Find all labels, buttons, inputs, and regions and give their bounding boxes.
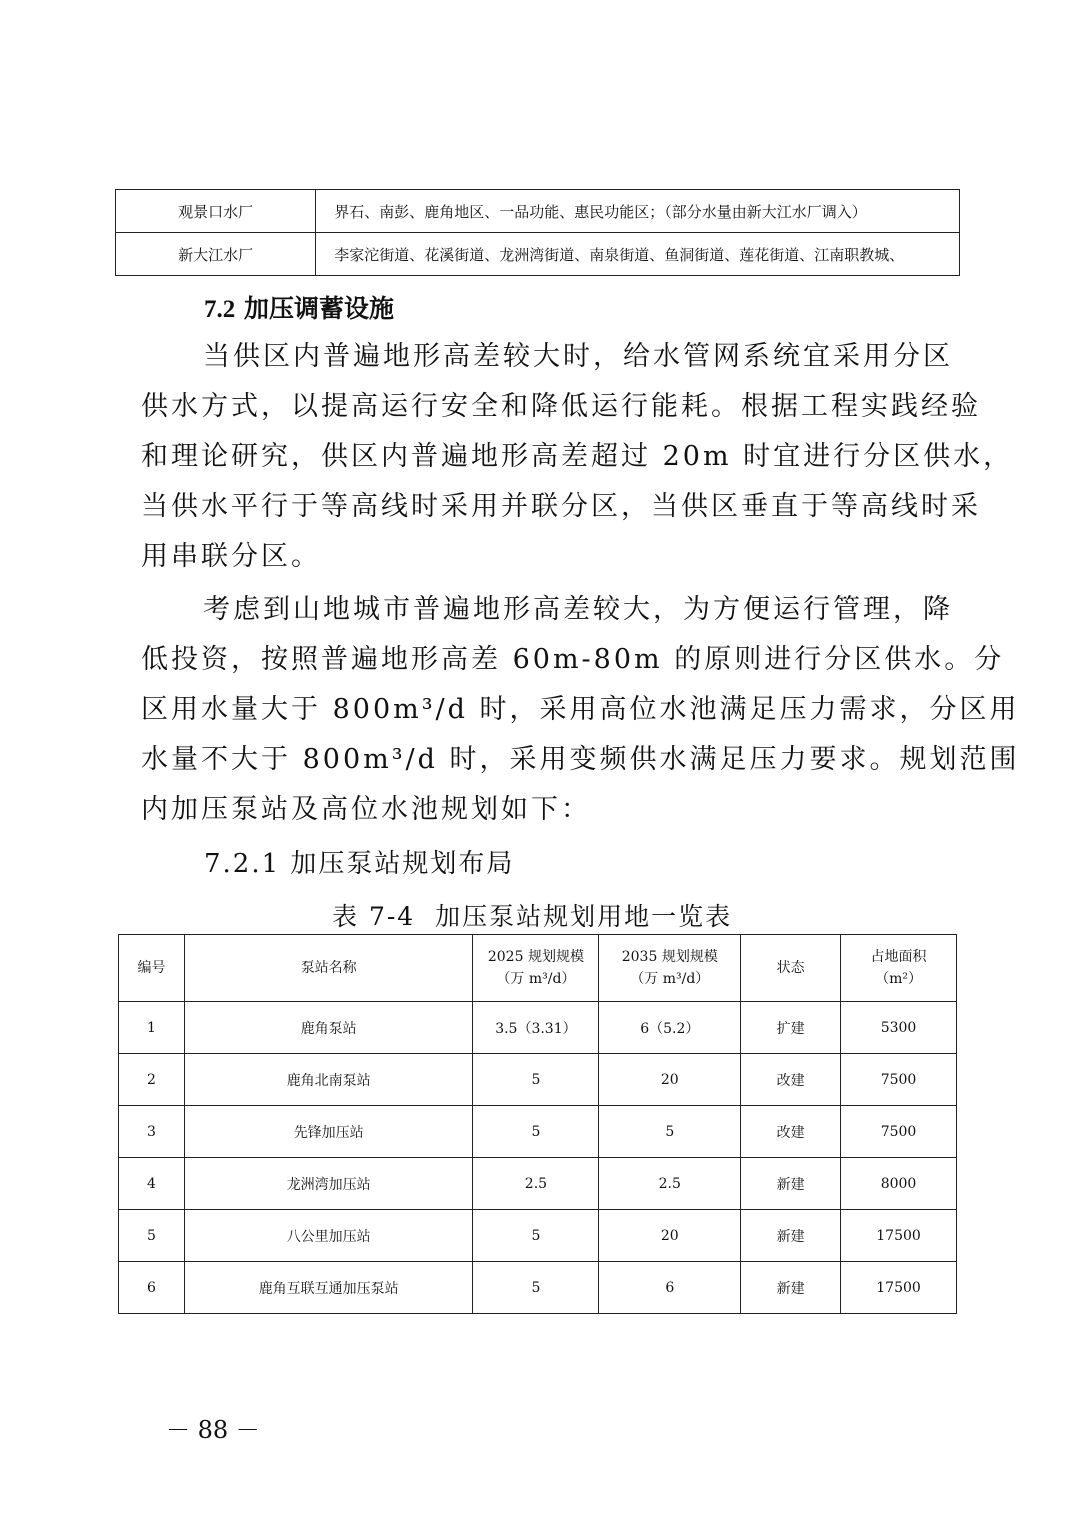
status-cell: 新建 bbox=[741, 1262, 841, 1314]
scale-2035-cell: 5 bbox=[599, 1106, 741, 1158]
header-area bbox=[841, 935, 957, 1002]
scale-2035-cell: 6 bbox=[599, 1262, 741, 1314]
paragraph bbox=[141, 585, 1020, 835]
paragraph-line: 水量不大于 800m³/d 时，采用变频供水满足压力要求。规划范围 bbox=[141, 744, 1020, 775]
subsection-heading bbox=[204, 843, 514, 880]
table-row bbox=[119, 1158, 957, 1210]
table-row bbox=[119, 1054, 957, 1106]
section-title: 加压调蓄设施 bbox=[243, 294, 394, 323]
paragraph-line: 和理论研究，供区内普遍地形高差超过 20m 时宜进行分区供水， bbox=[141, 441, 1014, 472]
paragraph-line: 当供水平行于等高线时采用并联分区，当供区垂直于等高线时采 bbox=[141, 491, 981, 522]
table-caption: 表 7-4 加压泵站规划用地一览表 bbox=[332, 902, 733, 931]
paragraph-line: 考虑到山地城市普遍地形高差较大，为方便运行管理，降 bbox=[203, 594, 953, 625]
header-unit: （万 m³/d） bbox=[630, 971, 710, 987]
header-text: 2025 规划规模 bbox=[487, 949, 584, 965]
header-text: 占地面积 bbox=[870, 949, 927, 965]
area-cell: 8000 bbox=[841, 1158, 957, 1210]
scale-2035-cell: 20 bbox=[599, 1210, 741, 1262]
scale-2025-cell: 5 bbox=[473, 1262, 599, 1314]
table-header-row bbox=[119, 935, 957, 1002]
page-number: － 88 － bbox=[166, 1416, 260, 1444]
id-cell: 4 bbox=[119, 1158, 185, 1210]
header-unit: （万 m³/d） bbox=[496, 971, 576, 987]
area-cell: 17500 bbox=[841, 1210, 957, 1262]
header-status: 状态 bbox=[741, 935, 841, 1002]
plant-name-cell: 新大江水厂 bbox=[116, 233, 316, 276]
table-row bbox=[119, 1106, 957, 1158]
status-cell: 新建 bbox=[741, 1210, 841, 1262]
header-id: 编号 bbox=[119, 935, 185, 1002]
section-heading bbox=[204, 289, 394, 325]
supply-area-table bbox=[115, 189, 960, 276]
table-row bbox=[119, 1210, 957, 1262]
service-area-cell: 界石、南彭、鹿角地区、一品功能、惠民功能区；（部分水量由新大江水厂调入） bbox=[316, 190, 960, 233]
paragraph-line: 当供区内普遍地形高差较大时，给水管网系统宜采用分区 bbox=[203, 341, 953, 372]
subsection-title: 加压泵站规划布局 bbox=[290, 849, 515, 879]
header-unit: （m²） bbox=[875, 971, 922, 987]
scale-2035-cell: 20 bbox=[599, 1054, 741, 1106]
status-cell: 改建 bbox=[741, 1054, 841, 1106]
id-cell: 6 bbox=[119, 1262, 185, 1314]
paragraph bbox=[141, 332, 1014, 582]
name-cell: 鹿角北南泵站 bbox=[184, 1054, 473, 1106]
status-cell: 扩建 bbox=[741, 1002, 841, 1054]
subsection-number: 7.2.1 bbox=[204, 849, 281, 879]
paragraph-line: 低投资，按照普遍地形高差 60m-80m 的原则进行分区供水。分 bbox=[141, 644, 1005, 675]
name-cell: 鹿角互联互通加压泵站 bbox=[184, 1262, 473, 1314]
plant-name-cell: 观景口水厂 bbox=[116, 190, 316, 233]
name-cell: 先锋加压站 bbox=[184, 1106, 473, 1158]
status-cell: 改建 bbox=[741, 1106, 841, 1158]
header-scale-2025 bbox=[473, 935, 599, 1002]
scale-2025-cell: 2.5 bbox=[473, 1158, 599, 1210]
table-row bbox=[116, 190, 960, 233]
header-name: 泵站名称 bbox=[184, 935, 473, 1002]
id-cell: 1 bbox=[119, 1002, 185, 1054]
service-area-cell: 李家沱街道、花溪街道、龙洲湾街道、南泉街道、鱼洞街道、莲花街道、江南职教城、 bbox=[316, 233, 960, 276]
scale-2025-cell: 5 bbox=[473, 1054, 599, 1106]
paragraph-line: 内加压泵站及高位水池规划如下： bbox=[141, 794, 591, 825]
area-cell: 7500 bbox=[841, 1054, 957, 1106]
table-row bbox=[116, 233, 960, 276]
id-cell: 2 bbox=[119, 1054, 185, 1106]
paragraph-line: 用串联分区。 bbox=[141, 541, 321, 572]
paragraph-line: 供水方式，以提高运行安全和降低运行能耗。根据工程实践经验 bbox=[141, 391, 981, 422]
name-cell: 鹿角泵站 bbox=[184, 1002, 473, 1054]
pump-station-table bbox=[118, 934, 957, 1314]
id-cell: 5 bbox=[119, 1210, 185, 1262]
scale-2025-cell: 3.5（3.31） bbox=[473, 1002, 599, 1054]
table-row bbox=[119, 1262, 957, 1314]
name-cell: 龙洲湾加压站 bbox=[184, 1158, 473, 1210]
area-cell: 5300 bbox=[841, 1002, 957, 1054]
scale-2035-cell: 6（5.2） bbox=[599, 1002, 741, 1054]
section-number: 7.2 bbox=[204, 296, 236, 323]
scale-2025-cell: 5 bbox=[473, 1106, 599, 1158]
table-row bbox=[119, 1002, 957, 1054]
header-text: 2035 规划规模 bbox=[621, 949, 718, 965]
name-cell: 八公里加压站 bbox=[184, 1210, 473, 1262]
header-scale-2035 bbox=[599, 935, 741, 1002]
scale-2035-cell: 2.5 bbox=[599, 1158, 741, 1210]
scale-2025-cell: 5 bbox=[473, 1210, 599, 1262]
paragraph-line: 区用水量大于 800m³/d 时，采用高位水池满足压力需求，分区用 bbox=[141, 694, 1020, 725]
area-cell: 7500 bbox=[841, 1106, 957, 1158]
area-cell: 17500 bbox=[841, 1262, 957, 1314]
status-cell: 新建 bbox=[741, 1158, 841, 1210]
id-cell: 3 bbox=[119, 1106, 185, 1158]
